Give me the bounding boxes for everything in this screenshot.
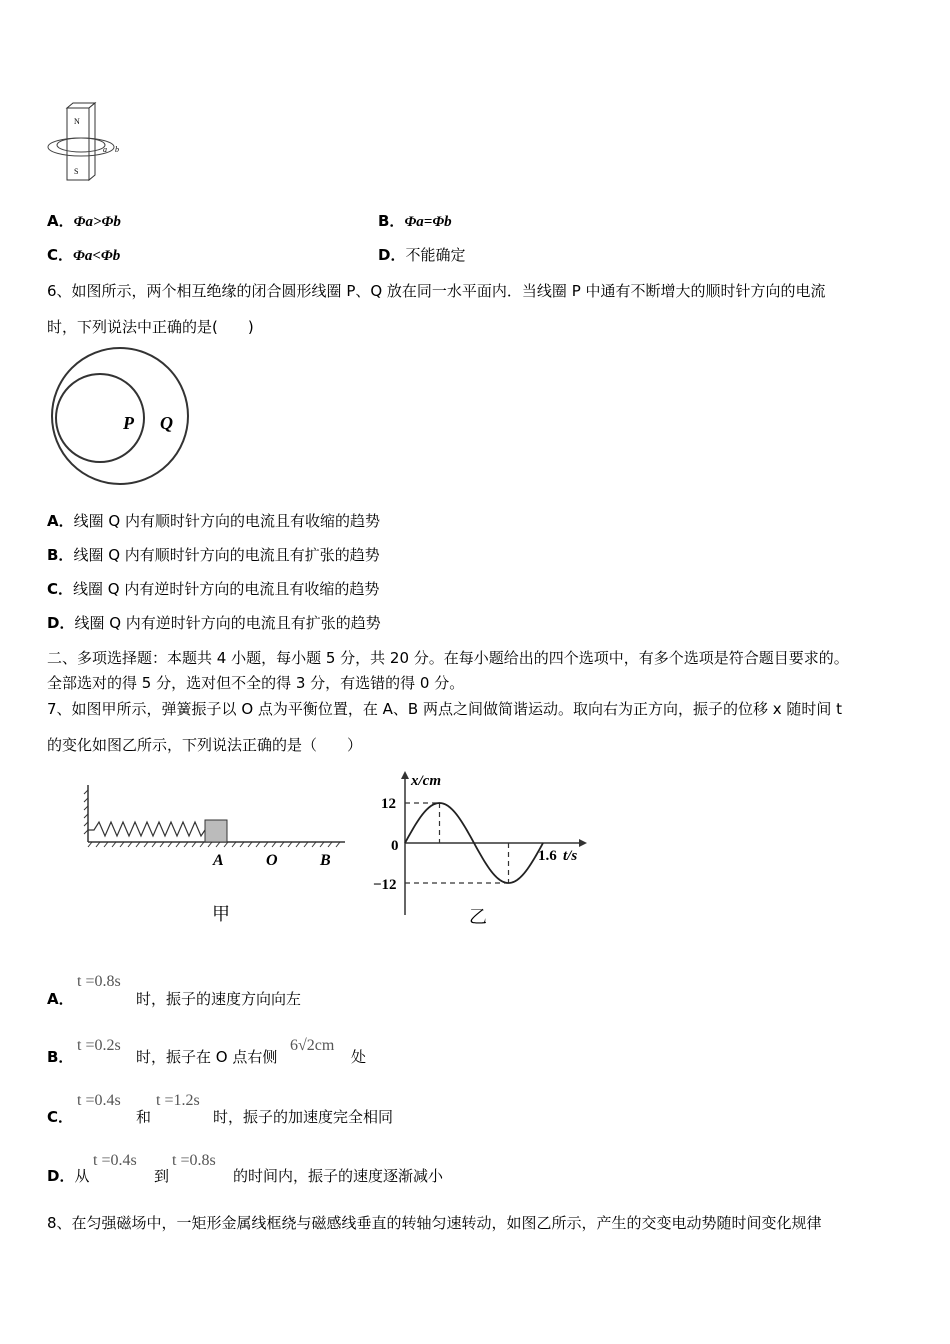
y-axis-arrow xyxy=(401,771,409,779)
q7-c-text1: 和 xyxy=(136,1108,152,1126)
y-tick-0: 0 xyxy=(391,838,399,854)
q7-stem-line1: 7、如图甲所示，弹簧振子以 O 点为平衡位置，在 A、B 两点之间做简谐运动。取向右为正方向，振子的位移 x 随时间 t xyxy=(47,700,843,718)
q7-a-math: t =0.8s xyxy=(77,973,121,990)
spring xyxy=(88,822,205,836)
option-text: 不能确定 xyxy=(405,246,466,264)
option-text: Φa=Φb xyxy=(404,214,452,230)
option-letter: B． xyxy=(378,212,405,230)
q7-b-text2: 处 xyxy=(351,1048,367,1066)
q6-option-c xyxy=(47,578,379,599)
option-letter: C． xyxy=(47,580,74,598)
option-letter: B． xyxy=(47,546,74,564)
option-text: 线圈 Q 内有逆时针方向的电流且有扩张的趋势 xyxy=(74,614,381,632)
q5-option-d xyxy=(378,244,465,265)
y-tick-12: 12 xyxy=(381,796,396,812)
option-letter: C． xyxy=(47,246,74,264)
option-letter: D． xyxy=(47,614,75,632)
option-text: Φa>Φb xyxy=(73,214,121,230)
option-letter: D． xyxy=(378,246,406,264)
point-o-label: O xyxy=(266,852,278,869)
figure-jia-caption: 甲 xyxy=(212,904,230,924)
coil-q-label: Q xyxy=(160,413,173,433)
option-letter: C． xyxy=(47,1108,74,1126)
bar-magnet xyxy=(67,103,95,180)
q7-d-math2: t =0.8s xyxy=(172,1152,216,1169)
q7-stem-line2: 的变化如图乙所示，下列说法正确的是（ ） xyxy=(47,736,363,754)
q8-stem-line1: 8、在匀强磁场中，一矩形金属线框绕与磁感线垂直的转轴匀速转动，如图乙所示，产生的交变电动势随时间变化规律 xyxy=(47,1214,822,1232)
q7-d-text1: 到 xyxy=(154,1167,170,1185)
figure-yi-caption: 乙 xyxy=(469,907,487,927)
q5-option-b xyxy=(378,210,452,231)
q7-a-text: 时，振子的速度方向向左 xyxy=(136,990,302,1008)
q5-option-a xyxy=(47,210,121,231)
magnet-n-label: N xyxy=(74,117,80,126)
ring-a-label: a xyxy=(103,145,107,154)
option-letter: A． xyxy=(47,212,74,230)
magnet-rings-figure xyxy=(40,100,130,185)
ground xyxy=(88,842,345,847)
wall xyxy=(84,785,88,842)
displacement-time-chart xyxy=(365,765,605,935)
x-axis-arrow xyxy=(579,839,587,847)
point-a-label: A xyxy=(213,852,224,869)
option-pre: 从 xyxy=(74,1167,90,1185)
q7-b-math1: t =0.2s xyxy=(77,1037,121,1054)
option-text: 线圈 Q 内有顺时针方向的电流且有收缩的趋势 xyxy=(73,512,380,530)
option-letter: A． xyxy=(47,990,74,1008)
y-tick-neg12: −12 xyxy=(373,877,397,893)
magnet-s-label: S xyxy=(74,167,79,176)
q7-d-text2: 的时间内，振子的速度逐渐减小 xyxy=(233,1167,444,1185)
y-axis-label: x/cm xyxy=(411,773,441,789)
q6-stem-line2: 时，下列说法中正确的是( ) xyxy=(47,318,254,336)
q7-b-math2: 6√2cm xyxy=(290,1037,335,1054)
section2-line2: 全部选对的得 5 分，选对但不全的得 3 分，有选错的得 0 分。 xyxy=(47,674,465,692)
q7-c-math1: t =0.4s xyxy=(77,1092,121,1109)
q6-option-d xyxy=(47,612,381,633)
q7-option-a xyxy=(47,988,74,1009)
q7-option-c xyxy=(47,1106,73,1127)
option-text: Φa<Φb xyxy=(73,248,121,264)
q6-option-a xyxy=(47,510,380,531)
coils-pq-figure xyxy=(45,345,195,490)
coil-p-label: P xyxy=(123,413,134,433)
option-text: 线圈 Q 内有逆时针方向的电流且有收缩的趋势 xyxy=(73,580,380,598)
q7-option-b xyxy=(47,1046,73,1067)
q6-stem-line1: 6、如图所示，两个相互绝缘的闭合圆形线圈 P、Q 放在同一水平面内．当线圈 P 中通有不断增大的顺时针方向的电流 xyxy=(47,282,826,300)
q7-c-text2: 时，振子的加速度完全相同 xyxy=(213,1108,394,1126)
section2-line1: 二、多项选择题：本题共 4 小题，每小题 5 分，共 20 分。在每小题给出的四个选项中，有多个选项是符合题目要求的。 xyxy=(47,649,849,667)
q7-b-text1: 时，振子在 O 点右侧 xyxy=(136,1048,278,1066)
option-letter: A． xyxy=(47,512,74,530)
q7-d-math1: t =0.4s xyxy=(93,1152,137,1169)
q5-option-c xyxy=(47,244,120,265)
q7-option-d xyxy=(47,1165,89,1186)
option-letter: B． xyxy=(47,1048,74,1066)
option-letter: D． xyxy=(47,1167,75,1185)
option-text: 线圈 Q 内有顺时针方向的电流且有扩张的趋势 xyxy=(73,546,380,564)
x-axis-label: t/s xyxy=(563,848,578,864)
x-tick-1-6: 1.6 xyxy=(538,848,557,864)
oscillator-block xyxy=(205,820,227,842)
ring-b-label: b xyxy=(115,145,119,154)
point-b-label: B xyxy=(320,852,331,869)
spring-oscillator-figure xyxy=(80,770,360,935)
q6-option-b xyxy=(47,544,380,565)
q7-c-math2: t =1.2s xyxy=(156,1092,200,1109)
